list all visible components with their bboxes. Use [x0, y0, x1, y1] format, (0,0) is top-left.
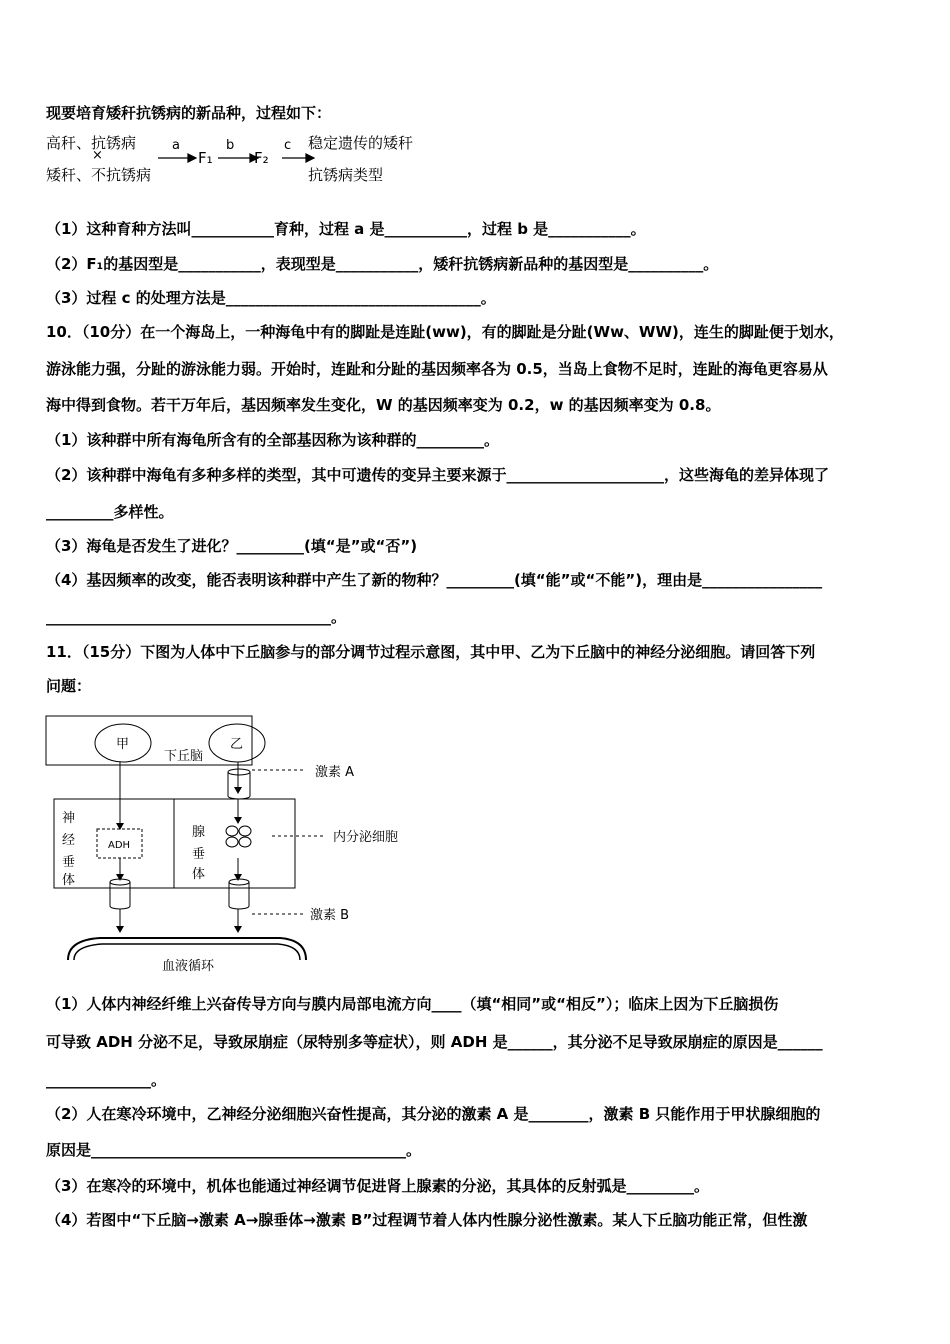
q10-3: （3）海龟是否发生了进化？_________(填“是”或“否”): [46, 537, 418, 555]
q10-stem-1: 10．（10分）在一个海岛上，一种海龟中有的脚趾是连趾(ww)，有的脚趾是分趾(Ww、WW)，连生的脚趾便于划水，: [46, 323, 844, 341]
step-c-label: c: [284, 138, 292, 153]
q9-2: （2）F₁的基因型是___________，表现型是___________，矮秆抗锈病新品种的基因型是__________。: [46, 255, 719, 273]
q10-2: （2）该种群中海龟有多种多样的类型，其中可遗传的变异主要来源于_____________________，这些海龟的差异体现了: [46, 466, 829, 484]
adeno-pituitary-char: 垂: [192, 847, 206, 862]
hypothalamus-box: [46, 716, 252, 765]
neuro-pituitary-char: 经: [62, 833, 76, 848]
parent-1: 高秆、抗锈病: [46, 134, 137, 152]
q10-1: （1）该种群中所有海龟所含有的全部基因称为该种群的_________。: [46, 431, 499, 449]
q11-2-cont: 原因是__________________________________________。: [46, 1141, 422, 1159]
cell-jia-label: 甲: [116, 737, 130, 752]
q11-3: （3）在寒冷的环境中，机体也能通过神经调节促进肾上腺素的分泌，其具体的反射弧是_________。: [46, 1177, 709, 1195]
parent-2: 矮秆、不抗锈病: [46, 166, 152, 184]
blood-bracket: [68, 938, 306, 960]
neuro-pituitary-char: 体: [62, 873, 76, 888]
q11-4: （4）若图中“下丘脑→激素 A→腺垂体→激素 B”过程调节着人体内性腺分泌性激素。某人下丘脑功能正常，但性激: [46, 1211, 808, 1229]
q9-3: （3）过程 c 的处理方法是__________________________________。: [46, 289, 496, 307]
intro-text: 现要培育矮秆抗锈病的新品种，过程如下：: [46, 104, 332, 122]
q10-4-cont: ______________________________________。: [46, 608, 347, 626]
result-line-1: 稳定遗传的矮秆: [308, 134, 414, 152]
hypothalamus-diagram: [40, 710, 430, 985]
neuro-pituitary-char: 神: [62, 811, 76, 826]
q11-1-cont: 可导致 ADH 分泌不足，导致尿崩症（尿特别多等症状），则 ADH 是______，其分泌不足导致尿崩症的原因是______: [46, 1033, 823, 1051]
q10-stem-3: 海中得到食物。若干万年后，基因频率发生变化，W 的基因频率变为 0.2，w 的基因频率变为 0.8。: [46, 396, 721, 414]
endocrine-cells-label: 内分泌细胞: [333, 830, 399, 845]
cylinder-adh: [110, 879, 130, 909]
hormone-b-label: 激素 B: [310, 908, 350, 923]
cross-symbol: ×: [92, 148, 103, 163]
q11-1-cont2: ______________。: [46, 1071, 167, 1089]
q11-1: （1）人体内神经纤维上兴奋传导方向与膜内局部电流方向____（填“相同”或“相反”）；临床上因为下丘脑损伤: [46, 995, 779, 1013]
endocrine-cells-icon: [226, 826, 251, 847]
cell-yi-label: 乙: [230, 737, 244, 752]
hormone-a-label: 激素 A: [315, 765, 355, 780]
hypothalamus-label: 下丘脑: [164, 749, 204, 764]
q11-stem-1: 11．（15分）下图为人体中下丘脑参与的部分调节过程示意图，其中甲、乙为下丘脑中的神经分泌细胞。请回答下列: [46, 643, 816, 661]
cylinder-hormone-b: [229, 879, 249, 909]
f1-label: F₁: [198, 149, 213, 167]
step-a-label: a: [172, 138, 180, 153]
adeno-pituitary-char: 体: [192, 867, 206, 882]
q11-2: （2）人在寒冷环境中，乙神经分泌细胞兴奋性提高，其分泌的激素 A 是________，激素 B 只能作用于甲状腺细胞的: [46, 1105, 821, 1123]
q10-2-cont: _________多样性。: [46, 503, 174, 521]
q11-stem-2: 问题：: [46, 677, 92, 695]
q9-1: （1）这种育种方法叫___________育种，过程 a 是___________，过程 b 是___________。: [46, 220, 646, 238]
adh-label: ADH: [108, 840, 131, 851]
result-line-2: 抗锈病类型: [308, 166, 384, 184]
neuro-pituitary-char: 垂: [62, 855, 76, 870]
f2-label: F₂: [254, 149, 269, 167]
blood-circulation-label: 血液循环: [162, 959, 215, 974]
step-b-label: b: [226, 138, 235, 153]
adeno-pituitary-char: 腺: [192, 825, 206, 840]
cylinder-hormone-a: [228, 769, 250, 799]
q10-4: （4）基因频率的改变，能否表明该种群中产生了新的物种？_________(填“能”或“不能”)，理由是________________: [46, 571, 823, 589]
q10-stem-2: 游泳能力强，分趾的游泳能力弱。开始时，连趾和分趾的基因频率各为 0.5，当岛上食物不足时，连趾的海龟更容易从: [46, 360, 828, 378]
